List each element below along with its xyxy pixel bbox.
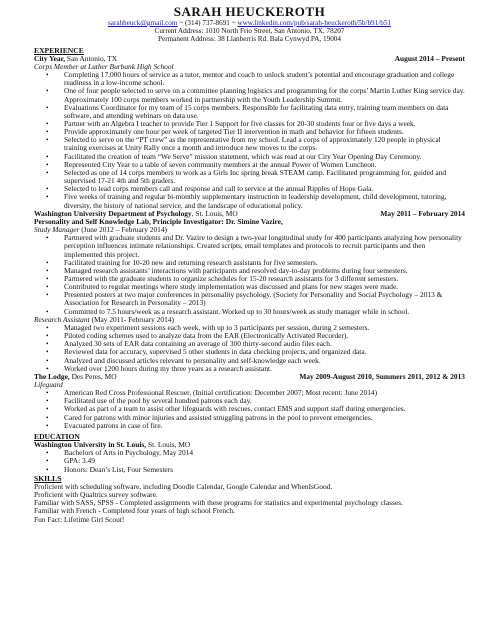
- list-item: • American Red Cross Professional Rescuer, (Initial certification: December 2007; Most recent: June 2014): [34, 389, 465, 397]
- list-item: • Managed two experiment sessions each week, with up to 3 participants per session, during 2 semesters.: [34, 324, 465, 332]
- city-year-dates: August 2014 – Present: [394, 53, 465, 63]
- wustl-role1: Study Manager: [34, 225, 80, 235]
- list-item: • Partnered with the graduate students to organize schedules for 15-20 research assistants for 3 different semesters.: [34, 275, 465, 283]
- list-item: • Facilitated use of the pool by several hundred patrons each day.: [34, 397, 465, 405]
- list-item: • Facilitated the creation of team “We Serve” mission statement, which was read at our City Year Opening Day Ceremony.: [34, 153, 465, 161]
- lodge-header: [34, 373, 465, 381]
- list-item: • Managed research assistants’ interactions with participants and resolved day-to-day problems during four semesters.: [34, 267, 465, 275]
- permanent-address: Permanent Address: 38 Llanberris Rd. Bala Cynwyd PA, 19004: [158, 35, 341, 44]
- wustl-role2: Research Assistant: [34, 314, 90, 324]
- city-year-location: San Antonio, TX: [65, 53, 118, 63]
- wustl-dates: May 2011 – February 2014: [380, 208, 465, 218]
- list-item: • Selected to serve on the “PT crew” as the representative from my school. Lead a corps of approximately 120 people in physical training exercises at Unity Rally once a month and introduce new moves to the corps.: [34, 136, 465, 152]
- list-item: • Provide approximately one hour per week of targeted Tier II intervention in math and behavior for fifteen students.: [34, 128, 465, 136]
- wustl-role2-bullets: [34, 324, 465, 373]
- list-item: • Evaluations Coordinator for my team of 15 corps members. Responsible for facilitating data entry, training team members on data software, and attending webinars on data use.: [34, 104, 465, 120]
- list-item: • Facilitated training for 10-20 new and returning research assistants for five semesters.: [34, 259, 465, 267]
- lodge-location: Des Peres, MO: [69, 371, 117, 381]
- wustl-location: , St. Louis, MO: [191, 208, 238, 218]
- wustl-role1-bullets: [34, 234, 465, 316]
- email-link[interactable]: sarahheuck@gmail.com: [107, 19, 178, 27]
- list-item: • Piloted coding schemes used to analyze data from the EAR (Electronically Activated Recorder).: [34, 332, 465, 340]
- skills-line: Proficient with scheduling software, including Doodle Calendar, Google Calendar and WhenIsGood.: [34, 481, 333, 491]
- list-item: • Presented posters at two major conferences in personality psychology. (Society for Personality and Social Psychology – 2013 & Association for Research in Personality – 2013): [34, 291, 465, 307]
- list-item: • Worked over 1200 hours during my three years as a research assistant.: [34, 365, 465, 373]
- resume-name: SARAH HEUCKEROTH: [173, 4, 326, 19]
- lodge-org: The Lodge,: [34, 371, 70, 381]
- lodge-role: Lifeguard: [34, 380, 63, 390]
- education-school: Washington University in St. Louis,: [34, 440, 147, 450]
- list-item: • Analyzed 30 sets of EAR data containing an average of 300 thirty-second audio files each.: [34, 340, 465, 348]
- skills-heading: SKILLS: [34, 473, 62, 483]
- list-item: • Analyzed and discussed articles relevant to personality and self-knowledge each week.: [34, 357, 465, 365]
- city-year-org: City Year,: [34, 53, 66, 63]
- city-year-role: Corps Member at Luther Burbank High School: [34, 61, 174, 71]
- list-item: • Contributed to regular meetings where study implementation was discussed and plans for new stages were made.: [34, 283, 465, 291]
- skills-line: Familiar with SASS, SPSS - Completed assignments with these programs for statistics and experimental psychology classes.: [34, 498, 403, 508]
- skills-line: Proficient with Qualtrics survey software.: [34, 490, 158, 500]
- list-item: • One of four people selected to serve on a committee planning logistics and programming for the corps’ Martin Luther King service day. Approximately 100 corps members worked in partnership with the Youth Leadership Summit.: [34, 87, 465, 103]
- wustl-role2-dates: (May 2011- February 2014): [89, 314, 174, 324]
- list-item: • Represented City Year to a table of seven community members at the annual Power of Women Luncheon.: [34, 161, 465, 169]
- experience-heading: EXPERIENCE: [34, 45, 84, 55]
- list-item: • Committed to 7.5 hours/week as a research assistant. Worked up to 30 hours/week as study manager while in school.: [34, 308, 465, 316]
- list-item: • Partnered with graduate students and Dr. Vazire to design a two-year longitudinal study for 400 participants analyzing how personality perception influences intimate relationships. Created scripts, email templates and protocols to recruit participants and then implemented this project.: [34, 234, 465, 258]
- education-bullets: [34, 449, 465, 473]
- list-item: • Worked as part of a team to assist other lifeguards with rescues, contact EMS and support staff during emergencies.: [34, 405, 465, 413]
- skills-line: Familiar with French - Completed four years of high school French.: [34, 506, 235, 516]
- wustl-lab: Personality and Self Knowledge Lab, Principle Investigator: Dr. Simine Vazire,: [34, 216, 283, 226]
- list-item: • Bachelors of Arts in Psychology, May 2014: [34, 449, 465, 457]
- education-heading: EDUCATION: [34, 431, 80, 441]
- list-item: • Cared for patrons with minor injuries and assisted struggling patrons in the pool to prevent emergencies.: [34, 414, 465, 422]
- list-item: • GPA: 3.49: [34, 457, 465, 465]
- contact-line: [34, 19, 465, 27]
- wustl-org: Washington University Department of Psychology: [34, 208, 192, 218]
- skills-line: Fun Fact: Lifetime Girl Scout!: [34, 514, 125, 524]
- list-item: • Partner with an Algebra I teacher to provide Tier 1 Support for five classes for 20-30 students four or five days a week.: [34, 120, 465, 128]
- list-item: • Reviewed data for accuracy, supervised 5 other students in data checking projects, and organized data.: [34, 348, 465, 356]
- list-item: • Evacuated patrons in case of fire.: [34, 422, 465, 430]
- city-year-bullets: [34, 71, 465, 210]
- list-item: • Completing 17,000 hours of service as a tutor, mentor and coach to unlock student’s potential and encourage graduation and college readiness in a low-income school.: [34, 71, 465, 87]
- lodge-dates: May 2009-August 2010, Summers 2011, 2012 & 2013: [299, 371, 465, 381]
- list-item: • Selected to lead corps members call and response and call to service at the annual Ripples of Hope Gala.: [34, 185, 465, 193]
- education-location: St. Louis, MO: [146, 440, 191, 450]
- current-address: Current Address: 1010 North Frio Street, San Antonio, TX, 78207: [154, 27, 345, 36]
- lodge-bullets: [34, 389, 465, 430]
- list-item: • Selected as one of 14 corps members to work as a Girls Inc spring break STEAM camp. Facilitated programming for, guided and supervised 17-21 4th and 5th graders.: [34, 169, 465, 185]
- wustl-role1-dates: (June 2012 – February 2014): [79, 225, 168, 235]
- list-item: • Five weeks of training and regular bi-monthly supplementary instruction in leadership development, child development, tutoring, diversity, the history of national service, and the landscape of educational policy.: [34, 193, 465, 209]
- list-item: • Honors: Dean’s List, Four Semesters: [34, 466, 465, 474]
- phone-text: ~ (314) 737-8691 ~: [177, 19, 238, 27]
- linkedin-link[interactable]: www.linkedin.com/pub/sarah-heuckeroth/5b/b91/b51: [237, 19, 392, 27]
